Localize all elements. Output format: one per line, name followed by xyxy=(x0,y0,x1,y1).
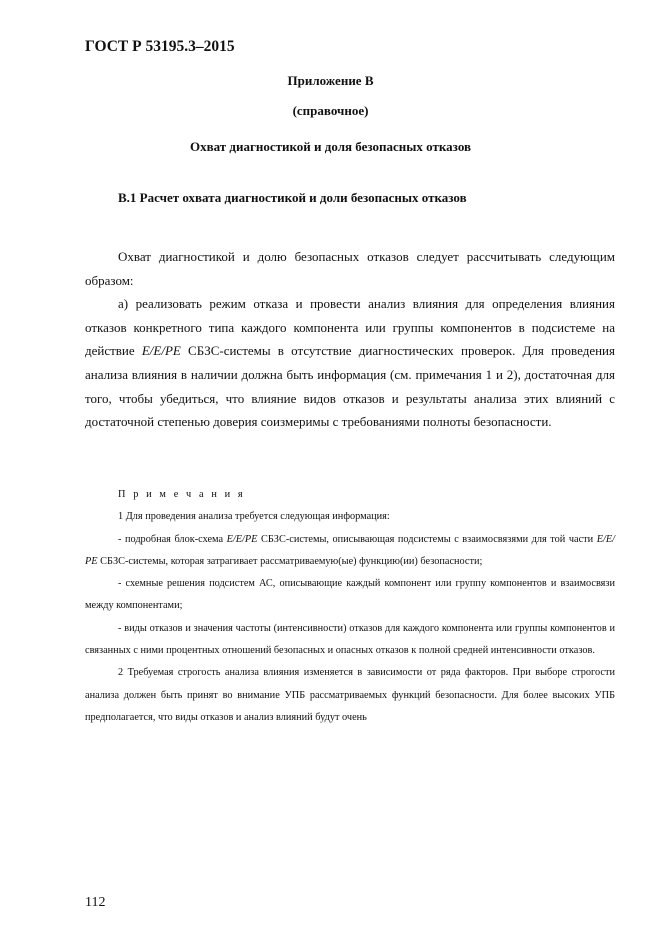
note-1-bullet-1 xyxy=(85,529,615,574)
item-a-em: Е/Е/РЕ xyxy=(141,343,181,359)
standard-header: ГОСТ Р 53195.3–2015 xyxy=(85,38,235,55)
note-1-intro: 1 Для проведения анализа требуется следующая информация: xyxy=(118,511,390,523)
note-1-b1-em2: Е/Е/РЕ xyxy=(85,533,615,567)
intro-paragraph: Охват диагностикой и долю безопасных отказов следует рассчитывать следующим образом: xyxy=(85,249,615,288)
notes-block xyxy=(85,484,615,729)
item-a-part2: СБЗС-системы в отсутствие диагностических проверок. Для проведения анализа влияния в наличии должна быть информация (см. примечания 1 и 2), достаточная для того, чтобы убедиться, что влияние видов отказов и результаты анализа этих влияний с достаточной степенью доверия соизмеримы с требованиями полноты безопасности. xyxy=(85,343,615,430)
note-1-b1-part1: - подробная блок-схема xyxy=(118,533,227,545)
note-1-bullet-3: - виды отказов и значения частоты (интенсивности) отказов для каждого компонента или группы компонентов и связанных с ними процентных отношений безопасных и опасных отказов к полной средней интенсивности отказов. xyxy=(85,622,615,657)
body-text xyxy=(85,245,615,434)
section-heading: В.1 Расчет охвата диагностикой и доли безопасных отказов xyxy=(118,190,467,205)
note-1-b1-part2: СБЗС-системы, описывающая подсистемы с взаимосвязями для той части xyxy=(257,533,597,545)
notes-title: П р и м е ч а н и я xyxy=(118,489,246,500)
page-number: 112 xyxy=(85,895,106,910)
appendix-subject: Охват диагностикой и доля безопасных отказов xyxy=(189,139,472,154)
item-a-paragraph xyxy=(85,292,615,434)
note-1-b1-em: Е/Е/РЕ xyxy=(226,533,258,545)
appendix-title: Приложение В xyxy=(287,73,374,88)
note-1-bullet-2: - схемные решения подсистем АС, описывающие каждый компонент или группу компонентов и взаимосвязи между компонентами; xyxy=(85,578,615,612)
appendix-kind: (справочное) xyxy=(292,103,369,118)
item-a-part1: а) реализовать режим отказа и провести анализ влияния для определения влияния отказов конкретного типа каждого компонента или группы компонентов в подсистеме на действие xyxy=(85,296,615,359)
note-2: 2 Требуемая строгость анализа влияния изменяется в зависимости от ряда факторов. При выборе строгости анализа должен быть принят во внимание УПБ рассматриваемых функций безопасности. Для более высоких УПБ предполагается, что виды отказов и анализ влияний будут очень xyxy=(85,667,615,723)
note-1-b1-part3: СБЗС-системы, которая затрагивает рассматриваемую(ые) функцию(ии) безопасности; xyxy=(97,555,483,567)
